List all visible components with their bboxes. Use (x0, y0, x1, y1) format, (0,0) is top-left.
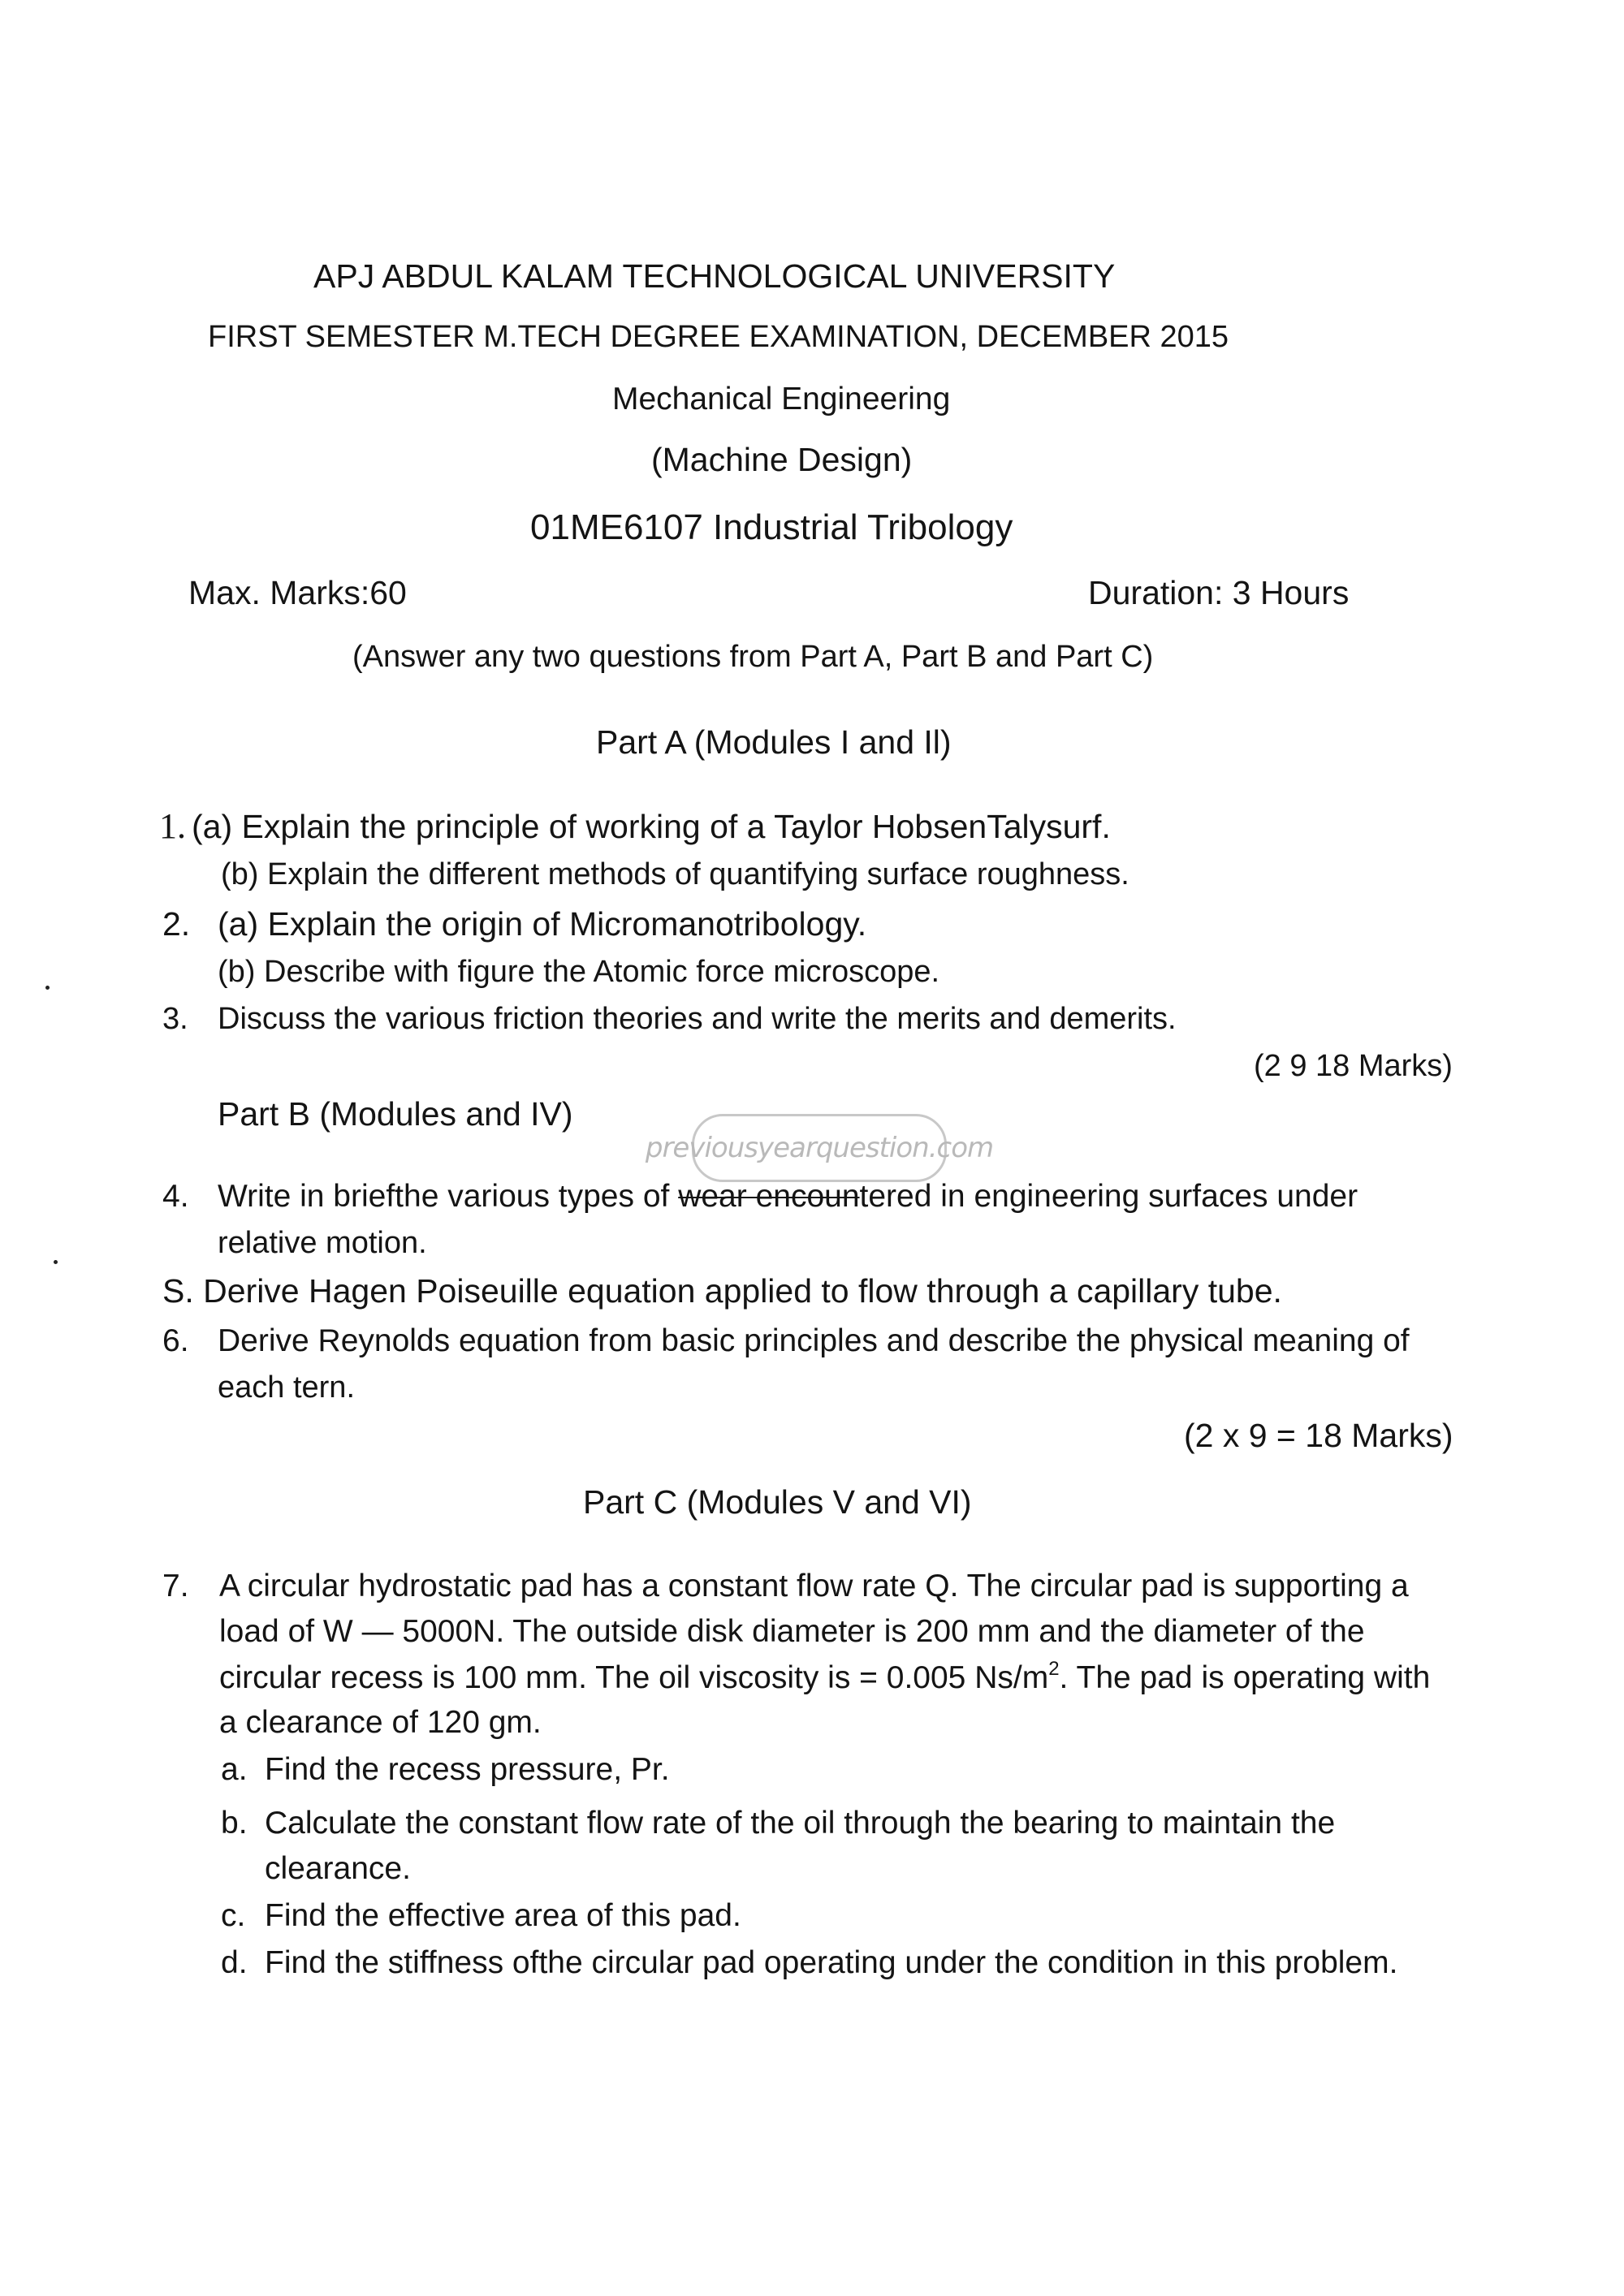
speck-mark (54, 1260, 58, 1264)
q7-text-line2: load of W — 5000N. The outside disk diameter is 200 mm and the diameter of the (219, 1614, 1365, 1649)
q3-text: Discuss the various friction theories and write the merits and demerits. (218, 1002, 1177, 1036)
q7-text-line4: a clearance of 120 gm. (219, 1705, 542, 1740)
q7d-label: d. (221, 1945, 248, 1980)
q7-text-line3: circular recess is 100 mm. The oil viscosity is = 0.005 $Ns/m^2$. The pad is operating with (219, 1658, 1431, 1695)
q7b-label: b. (221, 1806, 248, 1841)
q1-number: 1. (159, 806, 186, 846)
duration: Duration: 3 Hours (1088, 574, 1350, 611)
q2-number: 2. (162, 905, 191, 943)
watermark-logo: previousyearquestion.com (692, 1114, 947, 1182)
q7b-text-line2: clearance. (265, 1851, 411, 1886)
exam-title: FIRST SEMESTER M.TECH DEGREE EXAMINATION, DECEMBER 2015 (208, 320, 1229, 354)
q7c-label: c. (221, 1898, 246, 1933)
q7d-text: Find the stiffness ofthe circular pad operating under the condition in this problem. (265, 1945, 1398, 1980)
q6-number: 6. (162, 1323, 189, 1358)
part-a-title: Part A (Modules I and Il) (596, 723, 952, 761)
branch-name: Mechanical Engineering (612, 382, 951, 416)
q7-number: 7. (162, 1569, 189, 1603)
part-c-title: Part C (Modules V and VI) (583, 1483, 972, 1521)
q1a-text: (a) Explain the principle of working of a Taylor HobsenTalysurf. (192, 808, 1111, 845)
q4-text-line2: relative motion. (218, 1226, 427, 1260)
q4-text-line1: Write in briefthe various types of wear encountered in engineering surfaces under (218, 1179, 1358, 1214)
stream-name: (Machine Design) (651, 441, 913, 478)
part-a-marks: (2 9 18 Marks) (1254, 1049, 1453, 1083)
course-title: 01ME6107 Industrial Tribology (530, 507, 1013, 547)
q1b-text: (b) Explain the different methods of quantifying surface roughness. (221, 857, 1129, 891)
q6-text-line1: Derive Reynolds equation from basic principles and describe the physical meaning of (218, 1323, 1410, 1358)
q4-number: 4. (162, 1179, 189, 1214)
q3-number: 3. (162, 1002, 188, 1036)
q5-text: S. Derive Hagen Poiseuille equation applied to flow through a capillary tube. (162, 1272, 1282, 1310)
q7c-text: Find the effective area of this pad. (265, 1898, 741, 1933)
part-b-marks: (2 x 9 = 18 Marks) (1184, 1417, 1453, 1454)
instruction: (Answer any two questions from Part A, Part B and Part C) (352, 640, 1154, 674)
university-name: APJ ABDUL KALAM TECHNOLOGICAL UNIVERSITY (313, 257, 1116, 295)
q2b-text: (b) Describe with figure the Atomic force microscope. (218, 955, 940, 989)
q6-text-line2: each tern. (218, 1370, 355, 1405)
max-marks: Max. Marks:60 (188, 574, 407, 611)
q7b-text-line1: Calculate the constant flow rate of the oil through the bearing to maintain the (265, 1806, 1336, 1841)
q7a-text: Find the recess pressure, Pr. (265, 1752, 670, 1787)
q7a-label: a. (221, 1752, 248, 1787)
speck-mark (45, 986, 50, 990)
part-b-title: Part B (Modules and IV) (218, 1095, 573, 1133)
q2a-text: (a) Explain the origin of Micromanotribology. (218, 905, 867, 943)
q7-text-line1: A circular hydrostatic pad has a constant flow rate Q. The circular pad is supporting a (219, 1569, 1409, 1603)
